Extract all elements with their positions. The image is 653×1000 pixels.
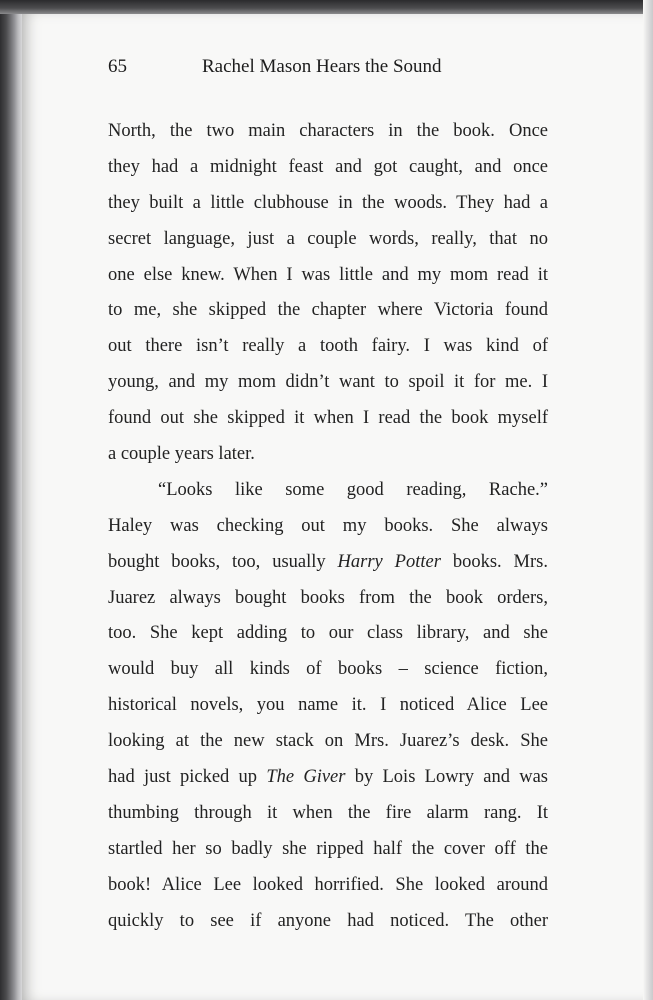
text-line: secret language, just a couple words, really, that no <box>108 228 548 249</box>
text-run: bought books, too, usually <box>108 551 338 572</box>
text-line: out there isn’t really a tooth fairy. I was kind of <box>108 336 548 357</box>
text-line: North, the two main characters in the book. Once <box>108 121 548 141</box>
text-line: one else knew. When I was little and my mom read it <box>108 264 548 285</box>
text-line: thumbing through it when the fire alarm rang. It <box>108 802 548 823</box>
text-line: Juarez always bought books from the book orders, <box>108 587 548 608</box>
text-line: young, and my mom didn’t want to spoil it for me. I <box>108 372 548 393</box>
text-line: looking at the new stack on Mrs. Juarez’s desk. She <box>108 731 548 752</box>
text-line: they built a little clubhouse in the woods. They had a <box>108 192 548 213</box>
text-line: found out she skipped it when I read the book myself <box>108 408 548 429</box>
text-line: quickly to see if anyone had noticed. The other <box>108 910 548 931</box>
text-line: would buy all kinds of books – science fiction, <box>108 659 548 680</box>
text-line: to me, she skipped the chapter where Victoria found <box>108 300 548 321</box>
text-line-with-title <box>108 545 548 581</box>
text-line: startled her so badly she ripped half the cover off the <box>108 838 548 859</box>
running-header <box>108 56 548 82</box>
text-line: Haley was checking out my books. She always <box>108 515 548 536</box>
book-title-the-giver: The Giver <box>266 767 346 788</box>
text-line: historical novels, you name it. I noticed Alice Lee <box>108 695 548 716</box>
text-line-indented: “Looks like some good reading, Rache.” <box>158 479 548 500</box>
page-right-edge <box>643 0 653 1000</box>
text-line-last: a couple years later. <box>108 444 255 465</box>
running-title: Rachel Mason Hears the Sound <box>202 56 442 77</box>
text-run: books. Mrs. <box>440 551 548 572</box>
text-run: by Lois Lowry and was <box>345 767 548 788</box>
text-line: they had a midnight feast and got caught, and once <box>108 156 548 177</box>
page-number: 65 <box>108 56 127 77</box>
text-line: too. She kept adding to our class library, and she <box>108 623 548 644</box>
book-title-harry-potter: Harry Potter <box>337 551 441 572</box>
text-line-with-title <box>108 760 548 796</box>
text-line: book! Alice Lee looked horrified. She looked around <box>108 874 548 895</box>
scan-top-edge <box>0 0 653 14</box>
text-run: had just picked up <box>108 767 267 788</box>
body-text <box>108 114 548 939</box>
